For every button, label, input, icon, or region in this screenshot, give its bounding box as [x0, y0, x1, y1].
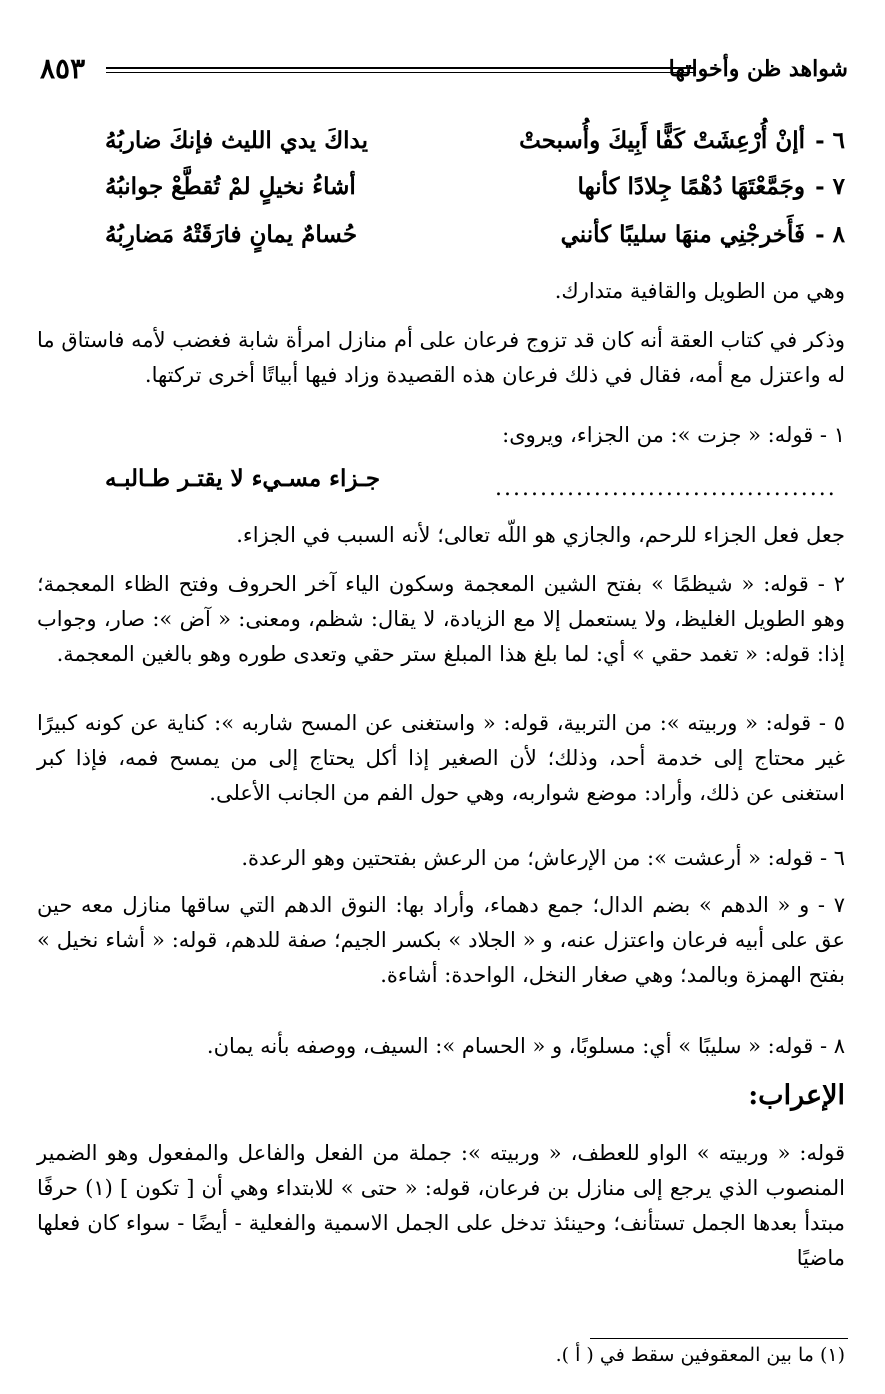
footnote-rule	[590, 1338, 848, 1339]
meter-note: وهي من الطويل والقافية متدارك.	[554, 279, 845, 303]
footnote: (١) ما بين المعقوفين سقط في ( أ ).	[555, 1344, 845, 1366]
verse-first-hemistich: أإنْ أُرْعِشَتْ كَفًّا أَبِيكَ وأُسبحتْ	[519, 127, 805, 154]
variant-hemistich: جـزاء مسـيء لا يقتـر طـالبـه	[105, 465, 381, 492]
section-heading: الإعراب:	[748, 1080, 845, 1111]
commentary-8: ٨ - قوله: « سليبًا » أي: مسلوبًا، و « الحسام »: السيف، ووصفه بأنه يمان.	[206, 1034, 845, 1058]
verse-second-hemistich: يداكَ يدي الليث فإنكَ ضاربُهُ	[105, 127, 369, 154]
commentary-6: ٦ - قوله: « أرعشت »: من الإرعاش؛ من الرعش بفتحتين وهو الرعدة.	[241, 846, 845, 870]
page-number: ٨٥٣	[40, 52, 86, 85]
paragraph-book-note: وذكر في كتاب العقة أنه كان قد تزوج فرعان على أم منازل امرأة شابة فغضب لأمه فاستاق ما له واعتزل مع أمه، فقال في ذلك فرعان هذه القصيدة وزاد فيها أبياتًا أخرى تركتها.	[37, 328, 845, 387]
verse-first-hemistich: وجَمَّعْتَهَا دُهْمًا جِلادًا كأنها	[577, 173, 805, 200]
commentary-7: ٧ - و « الدهم » بضم الدال؛ جمع دهماء، وأراد بها: النوق الدهم التي ساقها منازل معه حين عق على أبيه فرعان واعتزل عنه، و « الجلاد » بكسر الجيم؛ صفة للدهم، قوله: « أشاء نخيل » بفتح الهمزة وبالمد؛ وهي صغار النخل، الواحدة: أشاءة.	[37, 893, 845, 987]
verse-second-hemistich: أشاءُ نخيلٍ لمْ تُقطَّعْ جوانبُهُ	[105, 173, 356, 200]
commentary-1: ١ - قوله: « جزت »: من الجزاء، ويروى:	[502, 423, 845, 447]
verse-second-hemistich: حُسامٌ يمانٍ فارَقَتْهُ مَضارِبُهُ	[105, 221, 358, 248]
verse-number: ٨ -	[815, 221, 845, 248]
page-header	[40, 52, 848, 92]
commentary-5: ٥ - قوله: « وربيته »: من التربية، قوله: « واستغنى عن المسح شاربه »: كناية عن كونه كبيرًا غير محتاج إلى خدمة أحد، وذلك؛ لأن الصغير إذا أكل يحتاج إلى من يمسح فمه، فإذا كبر استغنى عن ذلك، وأراد: موضع شواربه، وهي حول الفم من الجانب الأعلى.	[37, 711, 845, 805]
verse-number: ٧ -	[815, 173, 845, 200]
running-title: شواهد ظن وأخواتها	[668, 56, 848, 82]
ellipsis-dots: ......................................	[495, 476, 837, 501]
commentary-2: ٢ - قوله: « شيظمًا » بفتح الشين المعجمة وسكون الياء آخر الحروف وفتح الظاء المعجمة؛ وهو الطويل الغليظ، ولا يستعمل إلا مع الزيادة، لا يقال: شظم، ومعنى: « آض »: صار، وجواب إذا: قوله: « تغمد حقي » أي: لما بلغ هذا المبلغ ستر حقي وتعدى طوره وهو بالغين المعجمة.	[37, 572, 845, 666]
grammar-paragraph: قوله: « وربيته » الواو للعطف، « وربيته »: جملة من الفعل والفاعل والمفعول وهو الضمير المنصوب الذي يرجع إلى منازل بن فرعان، قوله: « حتى » للابتداء وهي أن [ تكون ] (١) حرفًا مبتدأ بعدها الجمل تستأنف؛ وحينئذ تدخل على الجمل الاسمية والفعلية - أيضًا - سواء كان فعلها ماضيًا	[37, 1141, 845, 1270]
commentary-1-explanation: جعل فعل الجزاء للرحم، والجازي هو اللّه تعالى؛ لأنه السبب في الجزاء.	[236, 523, 845, 547]
header-rule	[106, 67, 696, 73]
verse-number: ٦ -	[815, 127, 845, 154]
verse-first-hemistich: فَأَخرجْنِي منهَا سليبًا كأنني	[560, 221, 805, 248]
